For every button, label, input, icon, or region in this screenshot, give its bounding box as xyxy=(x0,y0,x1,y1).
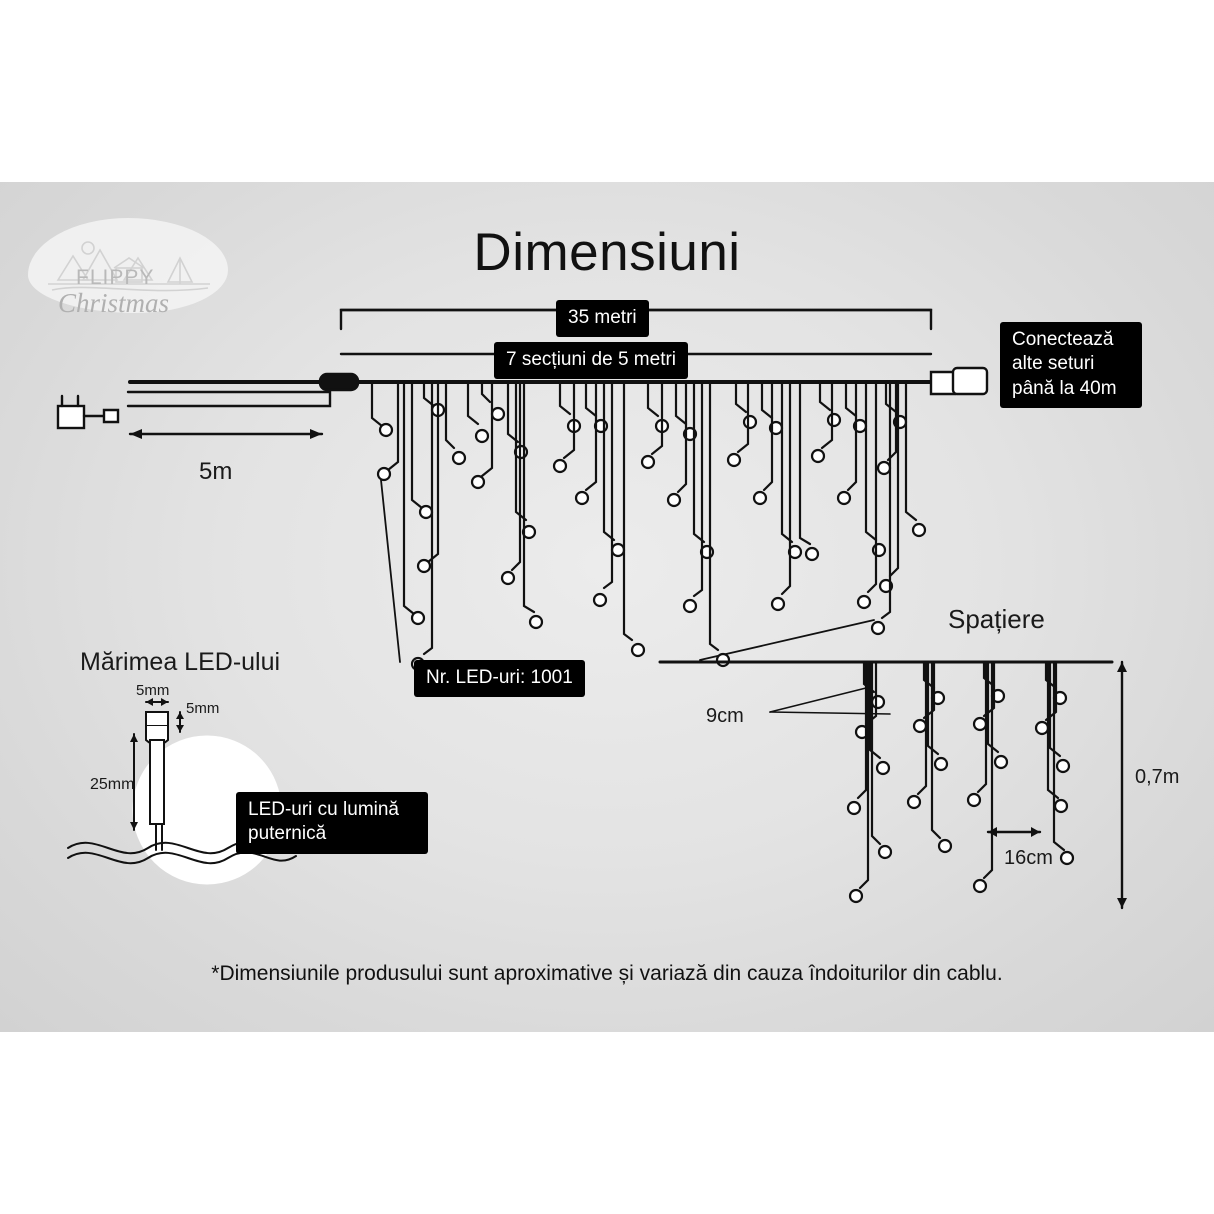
sections-chip: 7 secțiuni de 5 metri xyxy=(494,342,688,379)
drop-height-label: 0,7m xyxy=(1135,766,1180,788)
connect-note-line1: Conectează xyxy=(1012,329,1114,350)
drop-spacing-label: 16cm xyxy=(1004,847,1053,869)
page-title: Dimensiuni xyxy=(473,223,741,282)
footnote-text: *Dimensiunile produsului sunt aproximative și variază din cauza îndoiturilor din cablu. xyxy=(211,962,1003,985)
bulb-diameter-label: 25mm xyxy=(90,776,135,793)
led-note-line2: puternică xyxy=(248,823,327,845)
spacing-heading: Spațiere xyxy=(948,604,1045,634)
logo-text-line2: Christmas xyxy=(58,288,170,318)
total-length-chip: 35 metri xyxy=(556,300,649,337)
lead-cable-label: 5m xyxy=(199,458,233,485)
led-brightness-note-chip xyxy=(236,792,428,854)
logo-text-line1: FLIPPY xyxy=(76,266,155,289)
led-size-heading: Mărimea LED-ului xyxy=(80,648,281,676)
led-note-line1: LED-uri cu lumină xyxy=(248,799,399,820)
led-count-chip: Nr. LED-uri: 1001 xyxy=(414,660,585,697)
connect-note-line2: alte seturi xyxy=(1012,353,1095,375)
connect-note-line3: până la 40m xyxy=(1012,377,1117,399)
connect-note-chip xyxy=(1000,322,1142,408)
led-width-label: 5mm xyxy=(136,682,170,699)
spacing-diagram xyxy=(640,640,1214,940)
led-height-label: 5mm xyxy=(186,700,220,717)
strand-spacing-label: 9cm xyxy=(706,705,744,727)
